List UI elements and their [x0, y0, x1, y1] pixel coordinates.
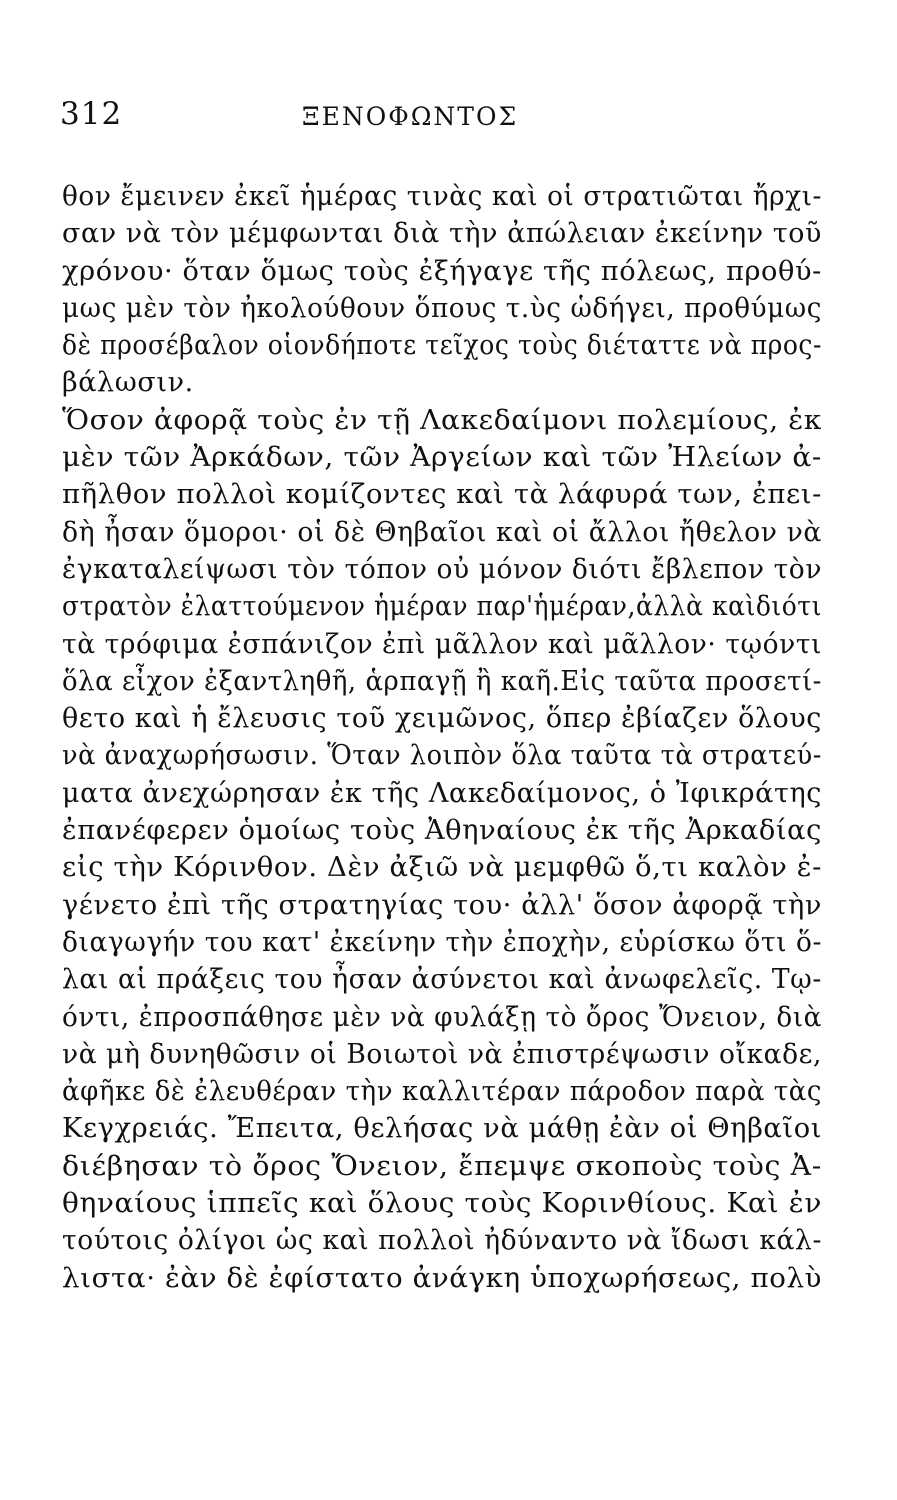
text-line: δὲ προσέβαλον οἱονδήποτε τεῖχος τοὺς διέταττε νὰ προς-: [62, 330, 822, 362]
body-text: [62, 178, 822, 1297]
text-line: σαν νὰ τὸν μέμφωνται διὰ τὴν ἀπώλειαν ἐκείνην τοῦ: [62, 218, 822, 250]
text-line: ἐγκαταλείψωσι τὸν τόπον οὐ μόνον διότι ἔβλεπον τὸν: [62, 553, 822, 585]
text-line: θηναίους ἱππεῖς καὶ ὅλους τοὺς Κορινθίους. Καὶ ἐν: [62, 1188, 822, 1220]
text-line: Ὅσον ἀφορᾷ τοὺς ἐν τῇ Λακεδαίμονι πολεμίους, ἐκ: [62, 404, 822, 436]
text-line: ὅλα εἶχον ἐξαντληθῆ, ἁρπαγῇ ἢ καῆ.Εἰς ταῦτα προσετί-: [62, 665, 822, 697]
text-line: νὰ ἀναχωρήσωσιν. Ὅταν λοιπὸν ὅλα ταῦτα τὰ στρατεύ-: [62, 740, 822, 772]
text-line: δὴ ἦσαν ὅμοροι· οἱ δὲ Θηβαῖοι καὶ οἱ ἄλλοι ἤθελον νὰ: [62, 516, 822, 548]
text-line: χρόνου· ὅταν ὅμως τοὺς ἐξήγαγε τῆς πόλεως, προθύ-: [62, 255, 822, 287]
page-number: 312: [60, 96, 123, 132]
text-line: μως μὲν τὸν ἠκολούθουν ὅπους τ.ὺς ὡδήγει, προθύμως: [62, 292, 822, 324]
text-line: όντι, ἐπροσπάθησε μὲν νὰ φυλάξῃ τὸ ὄρος Ὄνειον, διὰ: [62, 1001, 822, 1033]
text-line: τούτοις ὀλίγοι ὡς καὶ πολλοὶ ἠδύναντο νὰ ἴδωσι κάλ-: [62, 1225, 822, 1257]
text-line: θον ἔμεινεν ἐκεῖ ἡμέρας τινὰς καὶ οἱ στρατιῶται ἤρχι-: [62, 181, 822, 212]
text-line: θετο καὶ ἡ ἔλευσις τοῦ χειμῶνος, ὅπερ ἐβίαζεν ὅλους: [62, 703, 822, 735]
text-line: ἀφῆκε δὲ ἐλευθέραν τὴν καλλιτέραν πάροδον παρὰ τὰς: [62, 1076, 822, 1108]
text-line: βάλωσιν.: [62, 367, 194, 399]
text-line: λιστα· ἐὰν δὲ ἐφίστατο ἀνάγκη ὑποχωρήσεως, πολὺ: [62, 1262, 822, 1294]
text-line: πῆλθον πολλοὶ κομίζοντες καὶ τὰ λάφυρά των, ἐπει-: [62, 479, 822, 511]
text-line: εἰς τὴν Κόρινθον. Δὲν ἀξιῶ νὰ μεμφθῶ ὅ,τι καλὸν ἐ-: [62, 852, 822, 884]
text-line: διέβησαν τὸ ὄρος Ὄνειον, ἔπεμψε σκοποὺς τοὺς Ἀ-: [62, 1150, 822, 1182]
text-line: ἐπανέφερεν ὁμοίως τοὺς Ἀθηναίους ἐκ τῆς Ἀρκαδίας: [62, 815, 822, 847]
text-line: ματα ἀνεχώρησαν ἐκ τῆς Λακεδαίμονος, ὁ Ἰφικράτης: [62, 777, 822, 809]
text-line: στρατὸν ἐλαττούμενον ἡμέραν παρ'ἡμέραν,ἀλλὰ καὶδιότι: [62, 591, 822, 623]
text-line: νὰ μὴ δυνηθῶσιν οἱ Βοιωτοὶ νὰ ἐπιστρέψωσιν οἴκαδε,: [62, 1038, 822, 1070]
text-line: μὲν τῶν Ἀρκάδων, τῶν Ἀργείων καὶ τῶν Ἠλείων ἀ-: [62, 442, 822, 474]
text-line: λαι αἱ πράξεις του ἦσαν ἀσύνετοι καὶ ἀνωφελεῖς. Τῳ-: [62, 964, 822, 996]
text-line: Κεγχρειάς. Ἔπειτα, θελήσας νὰ μάθῃ ἐὰν οἱ Θηβαῖοι: [62, 1113, 822, 1145]
text-line: διαγωγήν του κατ' ἐκείνην τὴν ἐποχὴν, εὑρίσκω ὅτι ὅ-: [62, 926, 822, 958]
text-line: γένετο ἐπὶ τῆς στρατηγίας του· ἀλλ' ὅσον ἀφορᾷ τὴν: [62, 889, 822, 921]
running-title: ΞΕΝΟΦΩΝΤΟΣ: [302, 102, 519, 131]
text-line: τὰ τρόφιμα ἐσπάνιζον ἐπὶ μᾶλλον καὶ μᾶλλον· τῳόντι: [62, 628, 822, 660]
running-head: [60, 96, 830, 136]
